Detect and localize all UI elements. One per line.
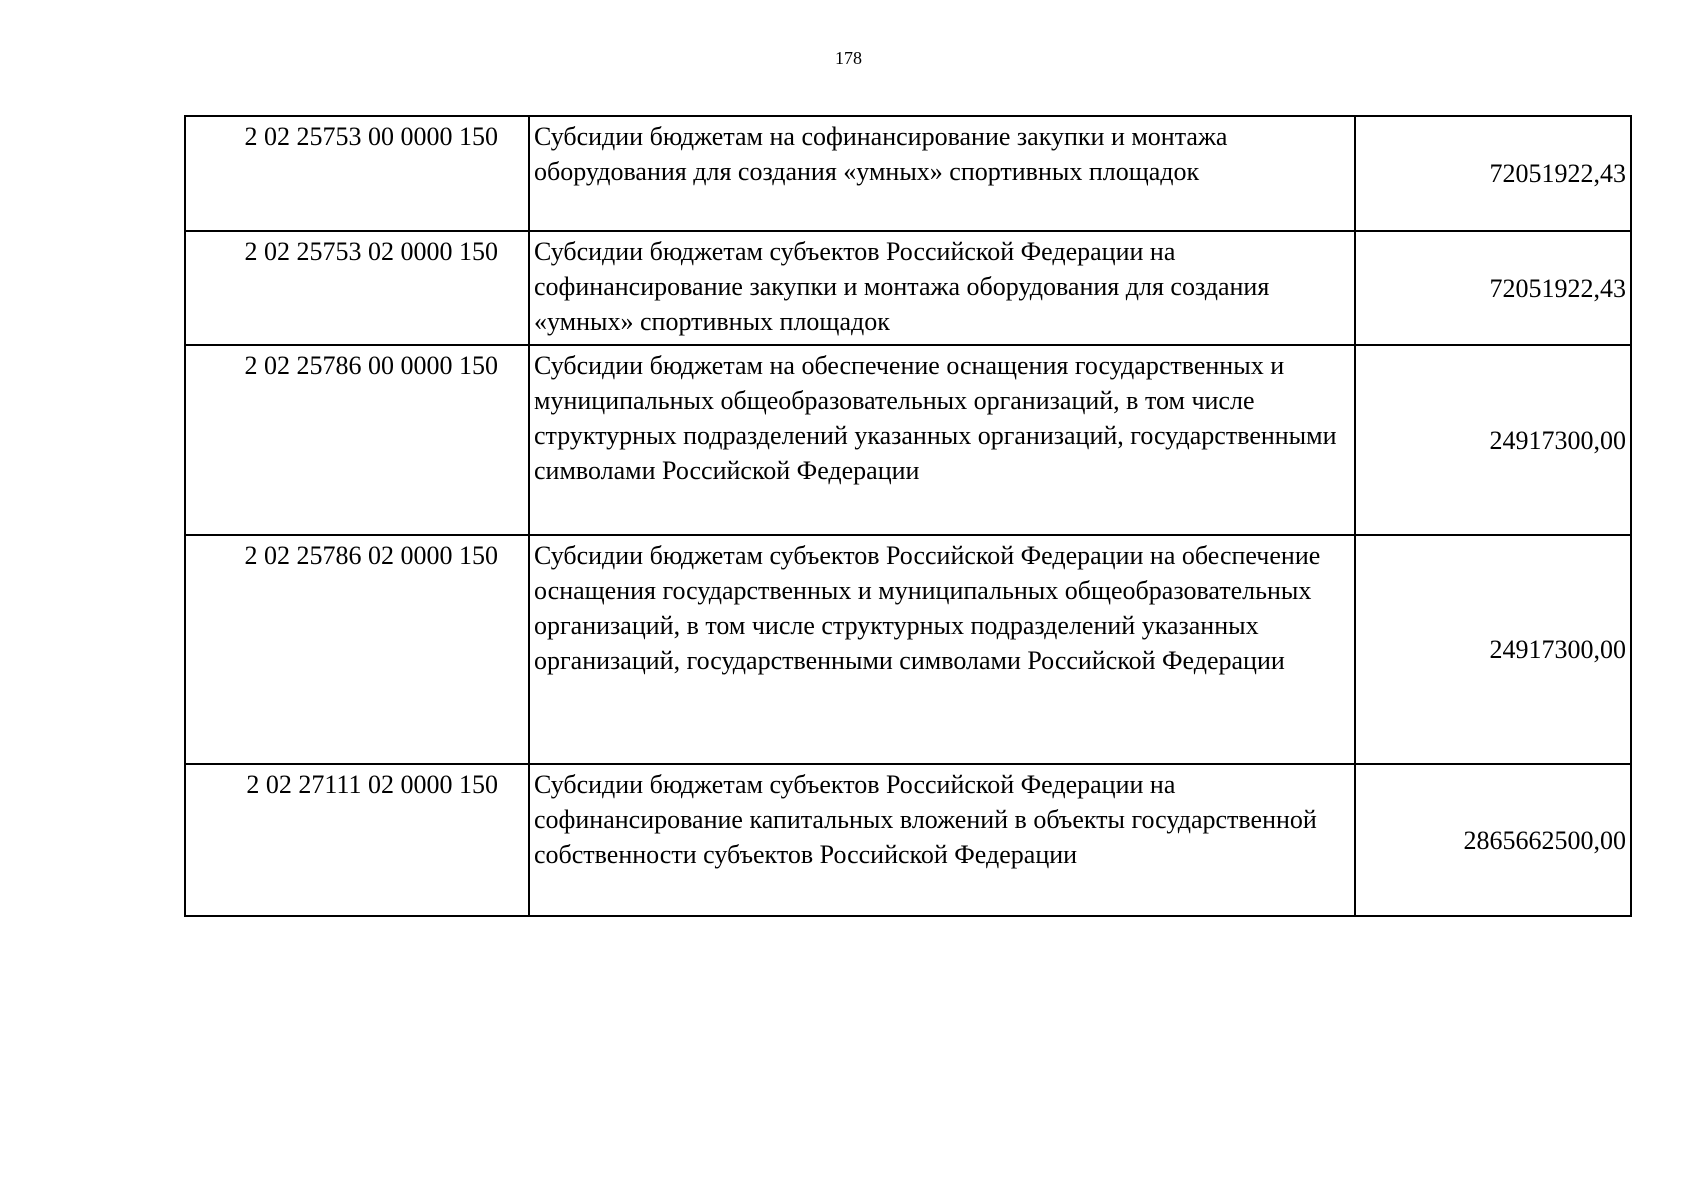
description-cell: Субсидии бюджетам на софинансирование закупки и монтажа оборудования для создания «умных» спортивных площадок [529, 116, 1355, 231]
budget-code-cell: 2 02 25753 00 0000 150 [185, 116, 529, 231]
table-row [185, 231, 1631, 345]
amount-cell: 2865662500,00 [1355, 764, 1631, 916]
description-cell: Субсидии бюджетам субъектов Российской Федерации на софинансирование закупки и монтажа оборудования для создания «умных» спортивных площадок [529, 231, 1355, 345]
page-number: 178 [835, 48, 862, 68]
amount-cell: 24917300,00 [1355, 345, 1631, 535]
budget-code-cell: 2 02 25753 02 0000 150 [185, 231, 529, 345]
budget-revenue-table [184, 115, 1632, 917]
budget-code-cell: 2 02 25786 02 0000 150 [185, 535, 529, 764]
amount-cell: 72051922,43 [1355, 231, 1631, 345]
description-cell: Субсидии бюджетам на обеспечение оснащения государственных и муниципальных общеобразовательных организаций, в том числе структурных подразделений указанных организаций, государственными символами Российской Федерации [529, 345, 1355, 535]
description-cell: Субсидии бюджетам субъектов Российской Федерации на софинансирование капитальных вложений в объекты государственной собственности субъектов Российской Федерации [529, 764, 1355, 916]
table-row [185, 764, 1631, 916]
table-row [185, 535, 1631, 764]
table-row [185, 345, 1631, 535]
table-row [185, 116, 1631, 231]
budget-code-cell: 2 02 25786 00 0000 150 [185, 345, 529, 535]
budget-code-cell: 2 02 27111 02 0000 150 [185, 764, 529, 916]
amount-cell: 24917300,00 [1355, 535, 1631, 764]
amount-cell: 72051922,43 [1355, 116, 1631, 231]
description-cell: Субсидии бюджетам субъектов Российской Федерации на обеспечение оснащения государственных и муниципальных общеобразовательных организаций, в том числе структурных подразделений указанных организаций, государственными символами Российской Федерации [529, 535, 1355, 764]
